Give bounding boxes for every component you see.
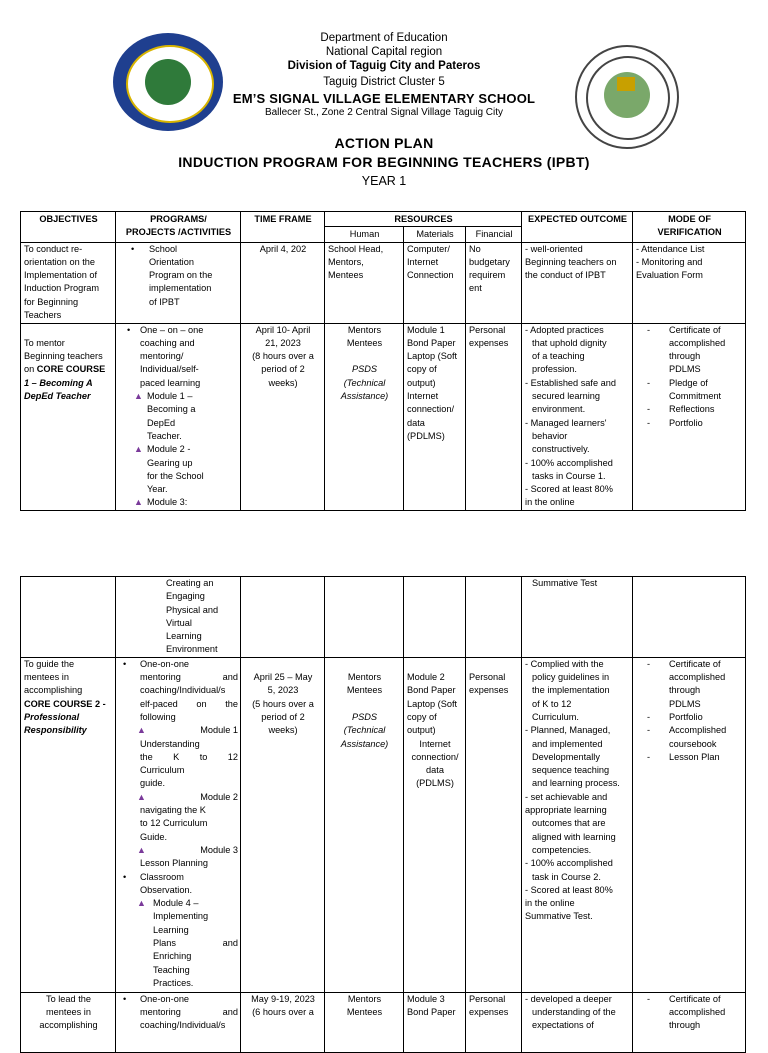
verification-cell — [633, 577, 746, 658]
col-mode-of-verification: MODE OF VERIFICATION — [633, 212, 746, 243]
outcome-cell: - Complied with the policy guidelines in the implementation of K to 12 Curriculum. - Planned, Managed, and implemented Developmentally sequence teaching and learning process. - set achievable and appropriate learning outcomes that are aligned with learning competencies. - 100% accomplished task in Course 2. - Scored at least 80% in the online Summative Test. — [522, 657, 633, 992]
table-row — [21, 242, 746, 323]
objective-cell: To conduct re- orientation on the Implementation of Induction Program for Beginning Teachers — [21, 242, 116, 323]
financial-cell: Personal expenses — [466, 323, 522, 510]
col-human: Human — [325, 227, 404, 242]
activity-cell: • One-on-one mentoring and coaching/Individual/s — [116, 992, 241, 1052]
verification-cell: - Certificate of accomplished through — [633, 992, 746, 1052]
human-cell — [325, 577, 404, 658]
human-cell: Mentors Mentees — [325, 992, 404, 1052]
materials-cell: Computer/ Internet Connection — [404, 242, 466, 323]
col-time-frame: TIME FRAME — [241, 212, 325, 243]
outcome-cell: - developed a deeper understanding of the expectations of — [522, 992, 633, 1052]
materials-cell — [404, 577, 466, 658]
materials-cell: Module 1 Bond Paper Laptop (Soft copy of output) Internet connection/ data (PDLMS) — [404, 323, 466, 510]
col-objectives: OBJECTIVES — [21, 212, 116, 243]
col-resources: RESOURCES — [325, 212, 522, 227]
bullet-icon: • — [123, 658, 127, 669]
time-frame-cell: May 9-19, 2023 (6 hours over a — [241, 992, 325, 1052]
col-programs: PROGRAMS/ PROJECTS /ACTIVITIES — [116, 212, 241, 243]
objective-cell: To mentor Beginning teachers on CORE COURSE 1 – Becoming A DepEd Teacher — [21, 323, 116, 510]
time-frame-cell — [241, 577, 325, 658]
header-department: Department of Education — [320, 32, 448, 44]
verification-cell: - Certificate of accomplished through PDLMS - Pledge of Commitment - Reflections - Portfolio — [633, 323, 746, 510]
header-region: National Capital region — [325, 46, 443, 58]
activity-cell: Creating an Engaging Physical and Virtual Learning Environment — [116, 577, 241, 658]
col-financial: Financial — [466, 227, 522, 242]
header-division: Division of Taguig City and Pateros — [287, 60, 481, 72]
col-expected-outcome: EXPECTED OUTCOME — [522, 212, 633, 243]
document-title: ACTION PLAN — [334, 135, 434, 151]
arrow-bullet-icon: ▲ — [137, 898, 146, 909]
arrow-bullet-icon: ▲ — [137, 791, 146, 802]
outcome-cell: - Adopted practices that uphold dignity of a teaching profession. - Established safe and secured learning environment. - Managed learners' behavior constructively. - 100% accomplished tasks in Course 1. - Scored at least 80% in the online — [522, 323, 633, 510]
table-row — [21, 323, 746, 510]
activity-cell: • School Orientation Program on the implementation of IPBT — [116, 242, 241, 323]
objective-cell — [21, 577, 116, 658]
arrow-bullet-icon: ▲ — [134, 497, 143, 508]
table-row — [21, 657, 746, 992]
arrow-bullet-icon: ▲ — [137, 725, 146, 736]
document-subtitle: INDUCTION PROGRAM FOR BEGINNING TEACHERS (IPBT) — [178, 154, 590, 170]
financial-cell: Personal expenses — [466, 992, 522, 1052]
document-year: YEAR 1 — [361, 174, 407, 188]
action-plan-table-page-1 — [20, 211, 746, 511]
verification-cell: - Certificate of accomplished through PDLMS - Portfolio - Accomplished coursebook - Lesson Plan — [633, 657, 746, 992]
bullet-icon: • — [127, 324, 131, 335]
verification-cell: - Attendance List - Monitoring and Evaluation Form — [633, 242, 746, 323]
arrow-bullet-icon: ▲ — [137, 844, 146, 855]
bullet-icon: • — [123, 993, 127, 1004]
bullet-icon: • — [131, 243, 135, 254]
arrow-bullet-icon: ▲ — [134, 391, 143, 402]
financial-cell — [466, 577, 522, 658]
time-frame-cell: April 4, 202 — [241, 242, 325, 323]
table-row — [21, 992, 746, 1052]
human-cell: School Head, Mentors, Mentees — [325, 242, 404, 323]
action-plan-table-page-2 — [20, 576, 746, 1053]
materials-cell: Module 2 Bond Paper Laptop (Soft copy of output) Internet connection/ data (PDLMS) — [404, 657, 466, 992]
objective-cell: To guide the mentees in accomplishing CORE COURSE 2 - Professional Responsibility — [21, 657, 116, 992]
header-address: Ballecer St., Zone 2 Central Signal Village Taguig City — [264, 107, 504, 118]
human-cell: Mentors Mentees PSDS (Technical Assistance) — [325, 323, 404, 510]
bullet-icon: • — [123, 871, 127, 882]
materials-cell: Module 3 Bond Paper — [404, 992, 466, 1052]
outcome-cell: Summative Test — [522, 577, 633, 658]
activity-cell: • One – on – one coaching and mentoring/ Individual/self- paced learning ▲ Module 1 – Becoming a DepEd Teacher. ▲ Module 2 - Gearing up for the School Year. ▲ Module 3: — [116, 323, 241, 510]
human-cell: Mentors Mentees PSDS (Technical Assistance) — [325, 657, 404, 992]
outcome-cell: - well-oriented Beginning teachers on the conduct of IPBT — [522, 242, 633, 323]
time-frame-cell: April 25 – May 5, 2023 (5 hours over a period of 2 weeks) — [241, 657, 325, 992]
col-materials: Materials — [404, 227, 466, 242]
header-district: Taguig District Cluster 5 — [323, 76, 445, 88]
financial-cell: Personal expenses — [466, 657, 522, 992]
time-frame-cell: April 10- April 21, 2023 (8 hours over a period of 2 weeks) — [241, 323, 325, 510]
header-school-name: EM’S SIGNAL VILLAGE ELEMENTARY SCHOOL — [232, 91, 536, 106]
activity-cell: • One-on-one mentoring and coaching/Individual/s elf-paced on the following ▲ Module 1 Understanding the K to 12 Curriculum guide. ▲ Module 2 navigating the K to 12 Curriculum Guide. ▲ Module 3 Lesson Planning • Classroom Observation. ▲ Module 4 – Implementing Learning Plans and Enriching Teaching Practices. — [116, 657, 241, 992]
financial-cell: No budgetary requirem ent — [466, 242, 522, 323]
objective-cell: To lead the mentees in accomplishing — [21, 992, 116, 1052]
arrow-bullet-icon: ▲ — [134, 444, 143, 455]
table-row — [21, 577, 746, 658]
